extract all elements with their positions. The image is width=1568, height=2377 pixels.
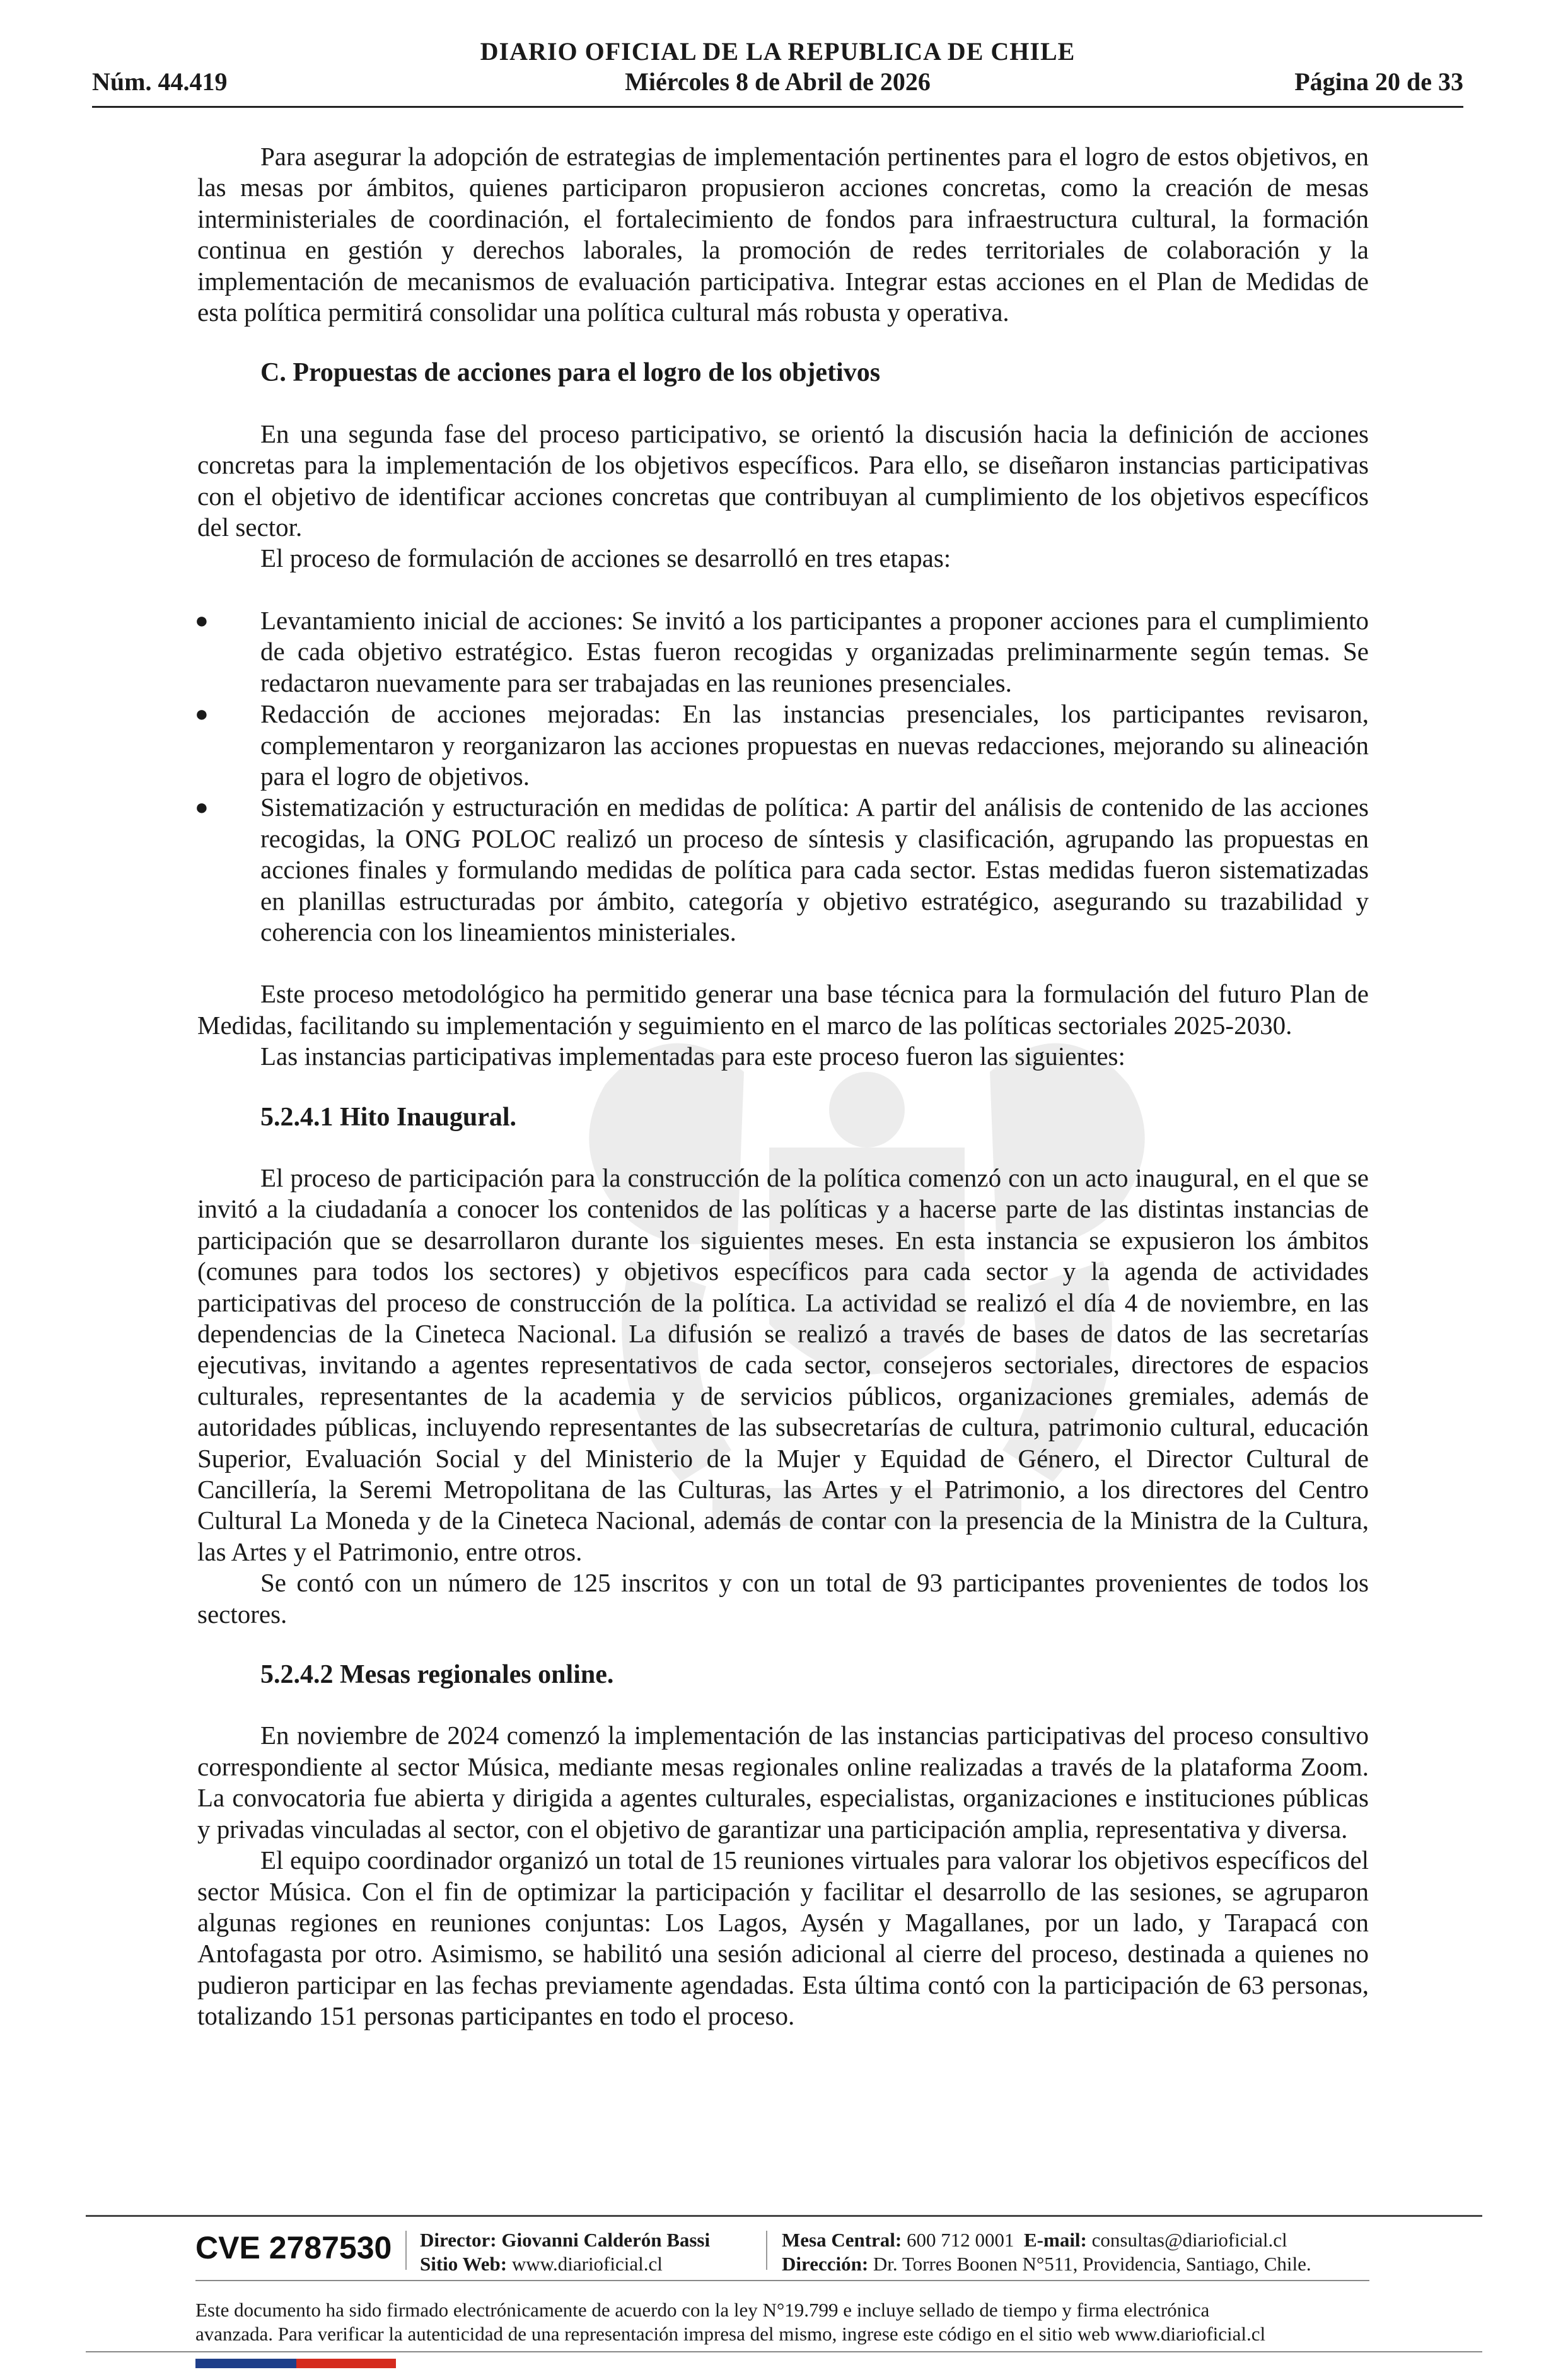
- footer-contact-block: [782, 2228, 1311, 2276]
- page-header: [92, 37, 1463, 106]
- list-item-text: Redacción de acciones mejoradas: En las instancias presenciales, los participantes revisaron, complementaron y reorganizaron las acciones propuestas en nuevas redacciones, mejorando su alineación para el logro de objetivos.: [260, 699, 1369, 791]
- footer-separator: [405, 2231, 407, 2270]
- address-value: Dr. Torres Boonen N°511, Providencia, Santiago, Chile.: [873, 2253, 1311, 2275]
- paragraph: El proceso de formulación de acciones se desarrolló en tres etapas:: [260, 543, 951, 573]
- bullet-icon: ●: [195, 794, 209, 820]
- website-link[interactable]: www.diarioficial.cl: [511, 2253, 663, 2275]
- page-number: Página 20 de 33: [1294, 67, 1463, 96]
- issue-date: Miércoles 8 de Abril de 2026: [625, 67, 931, 96]
- address-label: Dirección:: [782, 2253, 869, 2275]
- legal-line: Este documento ha sido firmado electrónicamente de acuerdo con la ley N°19.799 e incluye sellado de tiempo y firma electrónica: [195, 2299, 1210, 2321]
- section-heading-mesas-regionales: 5.2.4.2 Mesas regionales online.: [260, 1660, 614, 1690]
- cve-code: CVE 2787530: [195, 2230, 392, 2265]
- paragraph: Para asegurar la adopción de estrategias de implementación pertinentes para el logro de estos objetivos, en las mesas por ámbitos, quienes participaron propusieron acciones concretas, como la creación de mesas interministeriales de coordinación, el fortalecimiento de fondos para infraestructura cultural, la formación continua en gestión y derechos laborales, la promoción de redes territoriales de colaboración y la implementación de mecanismos de evaluación participativa. Integrar estas acciones en el Plan de Medidas de esta política permitirá consolidar una política cultural más robusta y operativa.: [197, 142, 1369, 327]
- section-heading-c: C. Propuestas de acciones para el logro de los objetivos: [260, 358, 881, 388]
- paragraph: El proceso de participación para la construcción de la política comenzó con un acto inaugural, en el que se invitó a la ciudadanía a conocer los contenidos de las políticas y a hacerse parte de las distintas instancias de participación que se desarrollaron durante los siguientes meses. En esta instancia se expusieron los ámbitos (comunes para todos los sectores) y objetivos específicos para cada sector y la agenda de actividades participativas del proceso de construcción de la política. La actividad se realizó el día 4 de noviembre, en las dependencias de la Cineteca Nacional. La difusión se realizó a través de bases de datos de las secretarías ejecutivas, invitando a agentes representativos de cada sector, consejeros sectoriales, directores de espacios culturales, representantes de la academia y de servicios públicos, organizaciones gremiales, además de autoridades públicas, incluyendo representantes de las subsecretarías de cultura, patrimonio cultural, educación Superior, Evaluación Social y del Ministerio de la Mujer y Equidad de Género, el Director Cultural de Cancillería, la Seremi Metropolitana de las Culturas, las Artes y el Patrimonio, a los directores del Centro Cultural La Moneda y de la Cineteca Nacional, además de contar con la presencia de la Ministra de la Cultura, las Artes y el Patrimonio, entre otros.: [197, 1163, 1369, 1566]
- phone-label: Mesa Central:: [782, 2229, 902, 2251]
- bullet-icon: ●: [195, 701, 209, 727]
- list-item: [197, 792, 1369, 948]
- paragraph: En noviembre de 2024 comenzó la implementación de las instancias participativas del proceso consultivo correspondiente al sector Música, mediante mesas regionales online realizadas a través de la plataforma Zoom. La convocatoria fue abierta y dirigida a agentes culturales, especialistas, organizaciones e instituciones públicas y privadas vinculadas al sector, con el objetivo de garantizar una participación amplia, representativa y diversa.: [197, 1721, 1369, 1844]
- paragraph: Se contó con un número de 125 inscritos y con un total de 93 participantes provenientes de todos los sectores.: [197, 1568, 1369, 1629]
- director-name: Giovanni Calderón Bassi: [501, 2229, 711, 2251]
- header-divider: [92, 106, 1463, 108]
- footer-divider: [86, 2215, 1482, 2217]
- website-label: Sitio Web:: [420, 2253, 508, 2275]
- legal-line: avanzada. Para verificar la autenticidad de una representación impresa del mismo, ingrese este código en el sitio web www.diarioficial.cl: [195, 2323, 1266, 2345]
- paragraph: El equipo coordinador organizó un total de 15 reuniones virtuales para valorar los objetivos específicos del sector Música. Con el fin de optimizar la participación y facilitar el desarrollo de las sesiones, se agruparon algunas regiones en reuniones conjuntas: Los Lagos, Aysén y Magallanes, por un lado, y Tarapacá con Antofagasta por otro. Asimismo, se habilitó una sesión adicional al cierre del proceso, destinada a quienes no pudieron participar en las fechas previamente agendadas. Esta última contó con la participación de 63 personas, totalizando 151 personas participantes en todo el proceso.: [197, 1845, 1369, 2031]
- paragraph: En una segunda fase del proceso participativo, se orientó la discusión hacia la definición de acciones concretas para la implementación de los objetivos específicos. Para ello, se diseñaron instancias participativas con el objetivo de identificar acciones concretas que contribuyan al cumplimiento de los objetivos específicos del sector.: [197, 419, 1369, 542]
- email-link[interactable]: consultas@diarioficial.cl: [1091, 2229, 1287, 2251]
- flag-stripe-blue: [195, 2359, 296, 2368]
- document-body: [197, 141, 1369, 2032]
- list-item: [197, 699, 1369, 792]
- bullet-icon: ●: [195, 607, 209, 633]
- flag-stripe-red: [296, 2359, 396, 2368]
- paragraph: Este proceso metodológico ha permitido generar una base técnica para la formulación del futuro Plan de Medidas, facilitando su implementación y seguimiento en el marco de las políticas sectoriales 2025-2030.: [197, 979, 1369, 1040]
- paragraph: Las instancias participativas implementadas para este proceso fueron las siguientes:: [260, 1042, 1125, 1071]
- footer-separator: [766, 2231, 767, 2270]
- phone-value: 600 712 0001: [907, 2229, 1014, 2251]
- list-item-text: Sistematización y estructuración en medidas de política: A partir del análisis de contenido de las acciones recogidas, la ONG POLOC realizó un proceso de síntesis y clasificación, agrupando las propuestas en acciones finales y formulando medidas de política para cada sector. Estas medidas fueron sistematizadas en planillas estructuradas por ámbito, categoría y objetivo estratégico, asegurando su trazabilidad y coherencia con los lineamientos ministeriales.: [260, 793, 1369, 946]
- legal-notice: [195, 2298, 1369, 2346]
- footer-divider: [86, 2351, 1482, 2352]
- stages-list: [197, 605, 1369, 948]
- journal-title: DIARIO OFICIAL DE LA REPUBLICA DE CHILE: [480, 37, 1076, 66]
- footer-director-block: [420, 2228, 710, 2276]
- section-heading-hito-inaugural: 5.2.4.1 Hito Inaugural.: [260, 1102, 517, 1132]
- list-item: [197, 605, 1369, 699]
- issue-number: Núm. 44.419: [92, 67, 228, 96]
- email-label: E-mail:: [1024, 2229, 1087, 2251]
- footer-divider: [195, 2280, 1369, 2281]
- director-label: Director:: [420, 2229, 497, 2251]
- list-item-text: Levantamiento inicial de acciones: Se invitó a los participantes a proponer acciones para el cumplimiento de cada objetivo estratégico. Estas fueron recogidas y organizadas preliminarmente según temas. Se redactaron nuevamente para ser trabajadas en las reuniones presenciales.: [260, 605, 1369, 697]
